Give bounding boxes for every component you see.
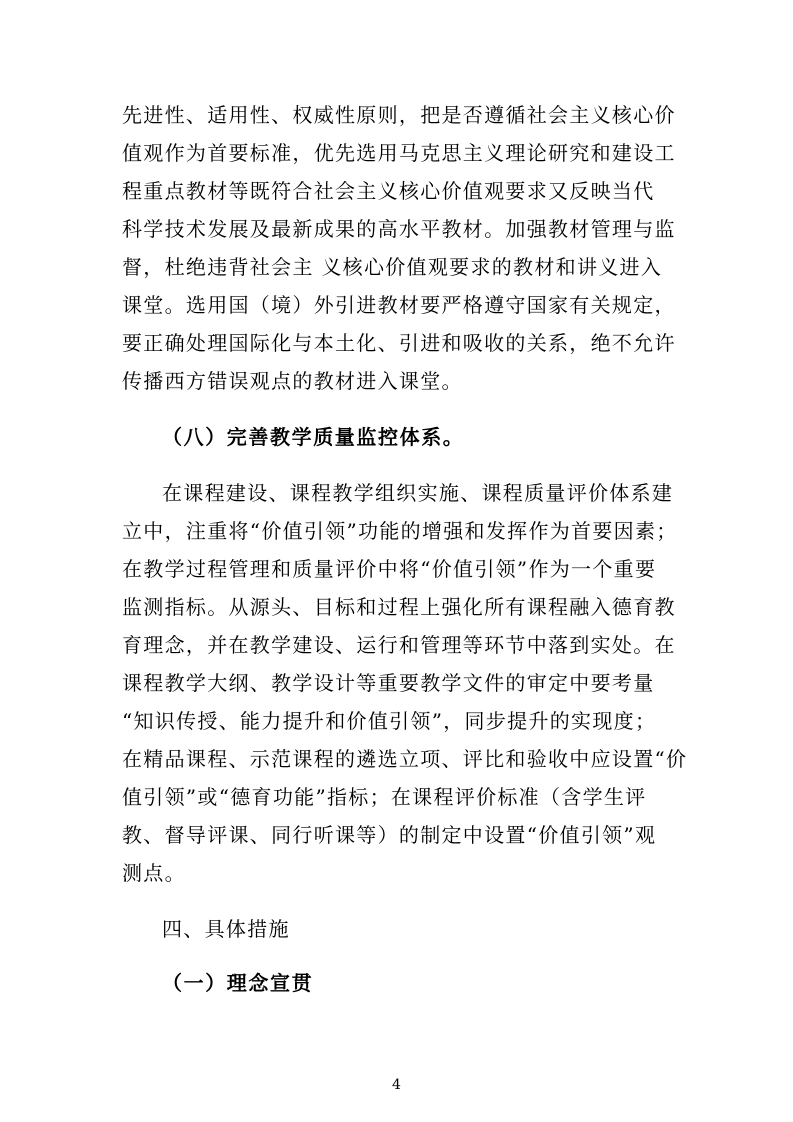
paragraph2-line-8: 在精品课程、示范课程的遴选立项、评比和验收中应设置“价 — [122, 747, 688, 771]
paragraph2-line-9: 值引领”或“德育功能”指标；在课程评价标准（含学生评 — [122, 785, 647, 809]
subsection-heading-1: （一）理念宣贯 — [162, 971, 314, 995]
paragraph2-line-6: 课程教学大纲、教学设计等重要教学文件的审定中要考量 — [122, 671, 655, 695]
paragraph2-line-10: 教、督导评课、同行听课等）的制定中设置“价值引领”观 — [122, 823, 657, 847]
paragraph1-line-2: 值观作为首要标准，优先选用马克思主义理论研究和建设工 — [122, 141, 676, 165]
paragraph1-line-7: 要正确处理国际化与本土化、引进和吸收的关系，绝不允许 — [122, 331, 676, 355]
paragraph1-line-4: 科学技术发展及最新成果的高水平教材。加强教材管理与监 — [122, 217, 676, 241]
page-number: 4 — [392, 1077, 401, 1093]
paragraph2-line-1: 在课程建设、课程教学组织实施、课程质量评价体系建 — [162, 481, 674, 505]
section-heading-8: （八）完善教学质量监控体系。 — [162, 425, 465, 449]
paragraph1-line-1: 先进性、适用性、权威性原则，把是否遵循社会主义核心价 — [122, 103, 676, 127]
paragraph1-line-8: 传播西方错误观点的教材进入课堂。 — [122, 369, 463, 393]
paragraph2-line-4: 监测指标。从源头、目标和过程上强化所有课程融入德育教 — [122, 595, 676, 619]
paragraph1-line-6: 课堂。选用国（境）外引进教材要严格遵守国家有关规定， — [122, 293, 676, 317]
paragraph1-line-3: 程重点教材等既符合社会主义核心价值观要求又反映当代 — [122, 179, 655, 203]
paragraph2-line-5: 育理念，并在教学建设、运行和管理等环节中落到实处。在 — [122, 633, 676, 657]
paragraph2-line-7: “知识传授、能力提升和价值引领”，同步提升的实现度； — [122, 709, 657, 733]
paragraph2-line-11: 测点。 — [122, 861, 186, 885]
paragraph2-line-2: 立中，注重将“价值引领”功能的增强和发挥作为首要因素； — [122, 519, 678, 543]
paragraph2-line-3: 在教学过程管理和质量评价中将“价值引领”作为一个重要 — [122, 557, 657, 581]
paragraph1-line-5: 督，杜绝违背社会主 义核心价值观要求的教材和讲义进入 — [122, 255, 663, 279]
section-heading-4: 四、具体措施 — [162, 917, 290, 941]
